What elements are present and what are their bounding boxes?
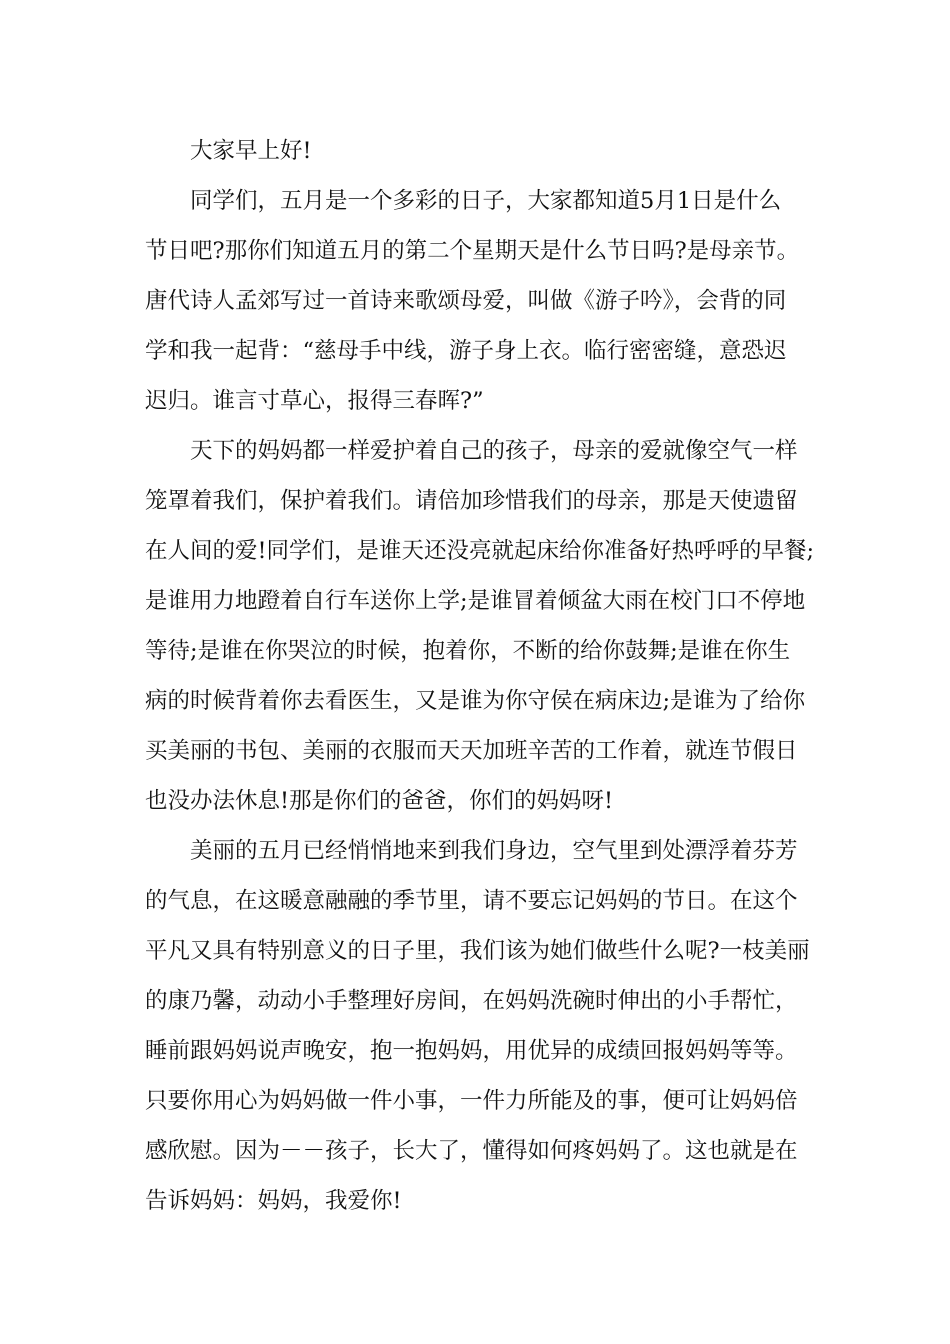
paragraph-2-line-5: 等待;是谁在你哭泣的时候，抱着你，不断的给你鼓舞;是谁在你生 xyxy=(145,638,791,664)
paragraph-3-line-3: 平凡又具有特别意义的日子里，我们该为她们做些什么呢?一枝美丽 xyxy=(145,938,810,964)
paragraph-2-line-7: 买美丽的书包、美丽的衣服而天天加班辛苦的工作着，就连节假日 xyxy=(145,738,798,764)
paragraph-3-line-2: 的气息，在这暖意融融的季节里，请不要忘记妈妈的节日。在这个 xyxy=(145,888,798,914)
paragraph-1-line-5: 迟归。谁言寸草心，报得三春晖?” xyxy=(145,388,484,414)
paragraph-1-line-2: 节日吧?那你们知道五月的第二个星期天是什么节日吗?是母亲节。 xyxy=(145,238,800,264)
paragraph-3-line-4: 的康乃馨，动动小手整理好房间，在妈妈洗碗时伸出的小手帮忙， xyxy=(145,988,798,1014)
paragraph-3-line-8: 告诉妈妈：妈妈，我爱你! xyxy=(145,1188,402,1214)
paragraph-2-line-1: 天下的妈妈都一样爱护着自己的孩子，母亲的爱就像空气一样 xyxy=(190,438,798,464)
paragraph-3-line-1: 美丽的五月已经悄悄地来到我们身边，空气里到处漂浮着芬芳 xyxy=(190,838,798,864)
paragraph-2-line-4: 是谁用力地蹬着自行车送你上学;是谁冒着倾盆大雨在校门口不停地 xyxy=(145,588,806,614)
paragraph-2-line-2: 笼罩着我们，保护着我们。请倍加珍惜我们的母亲，那是天使遗留 xyxy=(145,488,798,514)
paragraph-3-line-7: 感欣慰。因为－－孩子，长大了，懂得如何疼妈妈了。这也就是在 xyxy=(145,1138,798,1164)
paragraph-2-line-8: 也没办法休息!那是你们的爸爸，你们的妈妈呀! xyxy=(145,788,614,814)
paragraph-1-line-3: 唐代诗人孟郊写过一首诗来歌颂母爱，叫做《游子吟》，会背的同 xyxy=(145,288,787,314)
paragraph-2-line-6: 病的时候背着你去看医生，又是谁为你守侯在病床边;是谁为了给你 xyxy=(145,688,806,714)
greeting-line: 大家早上好! xyxy=(190,138,312,164)
paragraph-1-line-1: 同学们，五月是一个多彩的日子，大家都知道5月1日是什么 xyxy=(190,188,782,214)
paragraph-2-line-3: 在人间的爱!同学们，是谁天还没亮就起床给你准备好热呼呼的早餐; xyxy=(145,538,815,564)
paragraph-1-line-4: 学和我一起背：“慈母手中线，游子身上衣。临行密密缝，意恐迟 xyxy=(145,338,787,364)
paragraph-3-line-5: 睡前跟妈妈说声晚安，抱一抱妈妈，用优异的成绩回报妈妈等等。 xyxy=(145,1038,798,1064)
paragraph-3-line-6: 只要你用心为妈妈做一件小事，一件力所能及的事，便可让妈妈倍 xyxy=(145,1088,798,1114)
